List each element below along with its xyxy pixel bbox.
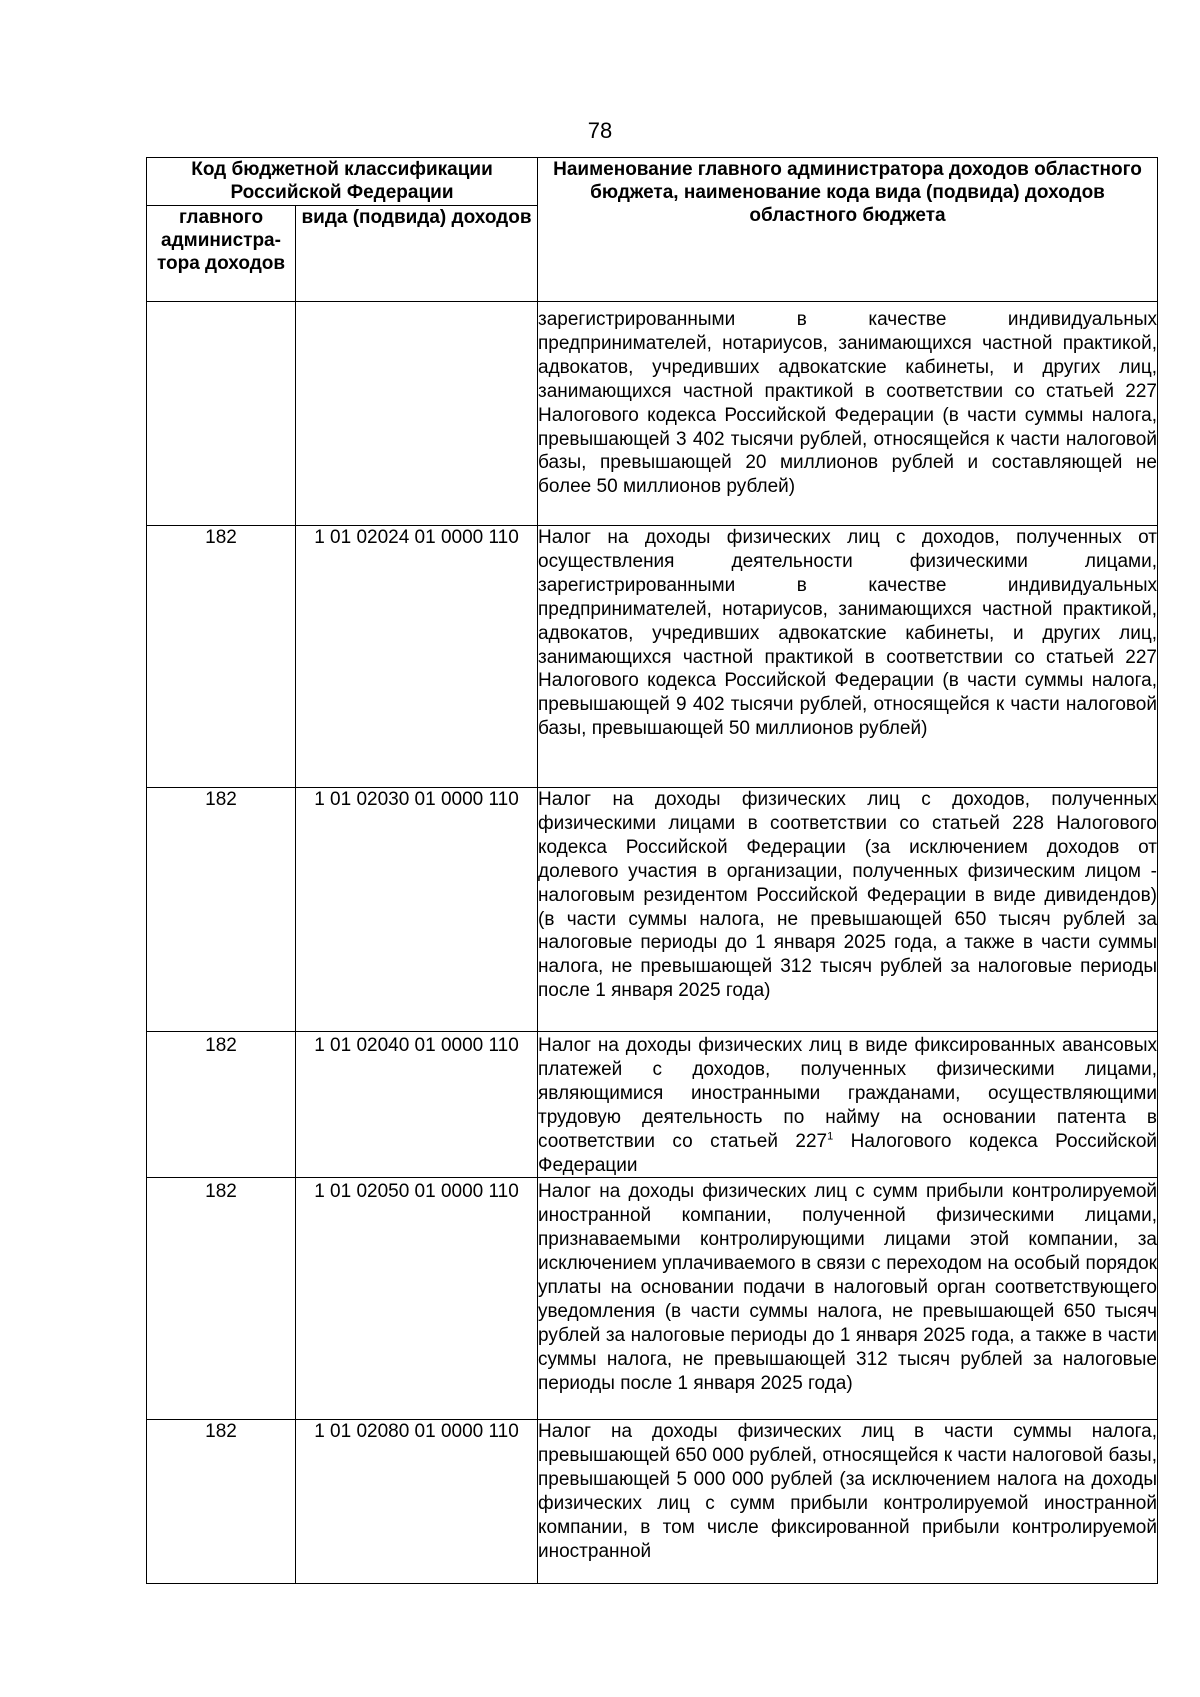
- description-cell: [538, 1032, 1158, 1178]
- description-cell: зарегистрированными в качестве индивидуальных предпринимателей, нотариусов, занимающихся частной практикой, адвокатов, учредивших адвокатские кабинеты, и других лиц, занимающихся частной практикой в соответствии со статьей 227 Налогового кодекса Российской Федерации (в части суммы налога, превышающей 3 402 тысячи рублей, относящейся к части налоговой базы, превышающей 20 миллионов рублей и составляющей не более 50 миллионов рублей): [538, 302, 1158, 526]
- article-superscript: 1: [827, 1130, 834, 1143]
- header-kind-code: вида (подвида) доходов: [296, 206, 538, 302]
- table-header: [147, 158, 1158, 302]
- description-cell: Налог на доходы физических лиц в части суммы налога, превышающей 650 000 рублей, относящейся к части налоговой базы, превышающей 5 000 000 рублей (за исключением налога на доходы физических лиц с сумм прибыли контролируемой иностранной компании, в том числе фиксированной прибыли контролируемой иностранной: [538, 1420, 1158, 1584]
- budget-classification-table: [146, 157, 1158, 1584]
- income-code-cell: 1 01 02030 01 0000 110: [296, 788, 538, 1032]
- table-row: [147, 1178, 1158, 1420]
- income-code-cell: 1 01 02050 01 0000 110: [296, 1178, 538, 1420]
- description-text-cont: Налогового кодекса Российской Федерации: [538, 1130, 1157, 1176]
- income-code-cell: [296, 302, 538, 526]
- income-code-cell: 1 01 02080 01 0000 110: [296, 1420, 538, 1584]
- description-cell: Налог на доходы физических лиц с доходов, полученных физическими лицами в соответствии со статьей 228 Налогового кодекса Российской Федерации (за исключением доходов от долевого участия в организации, полученных физическим лицом - налоговым резидентом Российской Федерации в виде дивидендов) (в части суммы налога, не превышающей 650 тысяч рублей за налоговые периоды до 1 января 2025 года, а также в части суммы налога, не превышающей 312 тысяч рублей за налоговые периоды после 1 января 2025 года): [538, 788, 1158, 1032]
- table-row: [147, 526, 1158, 788]
- admin-code-cell: [147, 302, 296, 526]
- income-code-cell: 1 01 02040 01 0000 110: [296, 1032, 538, 1178]
- page-number: 78: [587, 118, 613, 143]
- header-name: Наименование главного администратора доходов областного бюджета, наименование кода вида (подвида) доходов областного бюджета: [538, 158, 1158, 302]
- header-classification-code: Код бюджетной классификации Российской Федерации: [147, 158, 538, 206]
- income-code-cell: 1 01 02024 01 0000 110: [296, 526, 538, 788]
- admin-code-cell: 182: [147, 1420, 296, 1584]
- header-admin-code: главного администра-тора доходов: [147, 206, 296, 302]
- admin-code-cell: 182: [147, 788, 296, 1032]
- admin-code-cell: 182: [147, 1178, 296, 1420]
- table-row: [147, 1420, 1158, 1584]
- admin-code-cell: 182: [147, 1032, 296, 1178]
- description-cell: Налог на доходы физических лиц с доходов, полученных от осуществления деятельности физическими лицами, зарегистрированными в качестве индивидуальных предпринимателей, нотариусов, занимающихся частной практикой, адвокатов, учредивших адвокатские кабинеты, и других лиц, занимающихся частной практикой в соответствии со статьей 227 Налогового кодекса Российской Федерации (в части суммы налога, превышающей 9 402 тысячи рублей, относящейся к части налоговой базы, превышающей 50 миллионов рублей): [538, 526, 1158, 788]
- description-text: Налог на доходы физических лиц в виде фиксированных авансовых платежей с доходов, полученных физическими лицами, являющимися иностранными гражданами, осуществляющими трудовую деятельность по найму на основании патента в соответствии со статьей 227: [538, 1035, 1157, 1152]
- admin-code-cell: 182: [147, 526, 296, 788]
- table-row: [147, 302, 1158, 526]
- table-row: [147, 1032, 1158, 1178]
- table-row: [147, 788, 1158, 1032]
- description-cell: Налог на доходы физических лиц с сумм прибыли контролируемой иностранной компании, полученной физическими лицами, признаваемыми контролирующими лицами этой компании, за исключением уплачиваемого в связи с переходом на особый порядок уплаты на основании подачи в налоговый орган соответствующего уведомления (в части суммы налога, не превышающей 650 тысяч рублей за налоговые периоды до 1 января 2025 года, а также в части суммы налога, не превышающей 312 тысяч рублей за налоговые периоды после 1 января 2025 года): [538, 1178, 1158, 1420]
